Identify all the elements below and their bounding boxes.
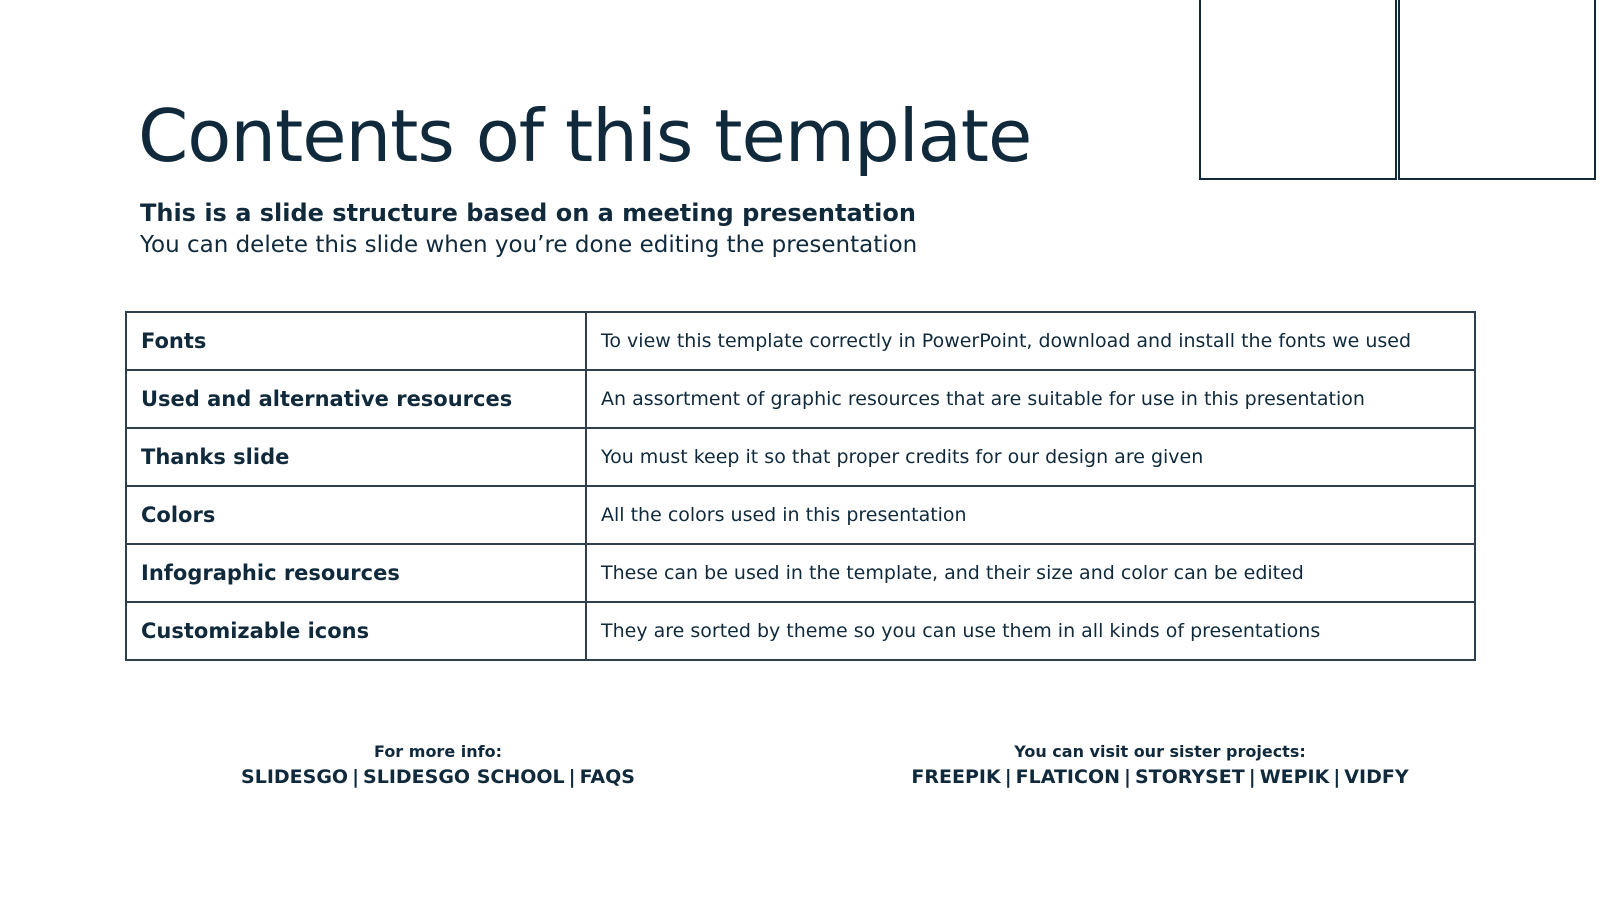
row-description: You must keep it so that proper credits for our design are given: [586, 428, 1475, 486]
table-row: [126, 544, 1475, 602]
link-separator: |: [568, 766, 576, 788]
footer-sister-projects-caption: You can visit our sister projects:: [1014, 742, 1306, 761]
link-slidesgo-school[interactable]: SLIDESGO SCHOOL: [363, 766, 565, 788]
table-row: [126, 428, 1475, 486]
row-label: Colors: [126, 486, 586, 544]
table-row: [126, 486, 1475, 544]
row-description: An assortment of graphic resources that are suitable for use in this presentation: [586, 370, 1475, 428]
link-slidesgo[interactable]: SLIDESGO: [241, 766, 349, 788]
table-row: [126, 370, 1475, 428]
row-label: Infographic resources: [126, 544, 586, 602]
link-freepik[interactable]: FREEPIK: [911, 766, 1001, 788]
row-description: These can be used in the template, and their size and color can be edited: [586, 544, 1475, 602]
link-separator: |: [1333, 766, 1341, 788]
footer-sister-projects: [860, 742, 1460, 788]
row-label: Thanks slide: [126, 428, 586, 486]
table-row: [126, 602, 1475, 660]
link-faqs[interactable]: FAQS: [579, 766, 635, 788]
footer-more-info-caption: For more info:: [374, 742, 502, 761]
slide-title: Contents of this template: [138, 94, 1032, 178]
row-label: Customizable icons: [126, 602, 586, 660]
footer-sister-projects-links: [860, 766, 1460, 788]
link-flaticon[interactable]: FLATICON: [1015, 766, 1120, 788]
link-vidfy[interactable]: VIDFY: [1344, 766, 1409, 788]
slide-subtitle: This is a slide structure based on a meeting presentation: [140, 199, 916, 227]
link-storyset[interactable]: STORYSET: [1134, 766, 1245, 788]
slide-subtext: You can delete this slide when you’re done editing the presentation: [140, 232, 918, 258]
footer-more-info: [178, 742, 698, 788]
link-separator: |: [1248, 766, 1256, 788]
row-description: They are sorted by theme so you can use them in all kinds of presentations: [586, 602, 1475, 660]
contents-table: [125, 311, 1476, 661]
link-separator: |: [1124, 766, 1131, 788]
footer-more-info-links: [178, 766, 698, 788]
link-wepik[interactable]: WEPIK: [1259, 766, 1330, 788]
row-description: All the colors used in this presentation: [586, 486, 1475, 544]
row-label: Fonts: [126, 312, 586, 370]
row-label: Used and alternative resources: [126, 370, 586, 428]
row-description: To view this template correctly in PowerPoint, download and install the fonts we used: [586, 312, 1475, 370]
table-row: [126, 312, 1475, 370]
link-separator: |: [352, 766, 360, 788]
link-separator: |: [1004, 766, 1012, 788]
decorative-frame-right: [1398, 0, 1596, 180]
decorative-frame-left: [1199, 0, 1397, 180]
